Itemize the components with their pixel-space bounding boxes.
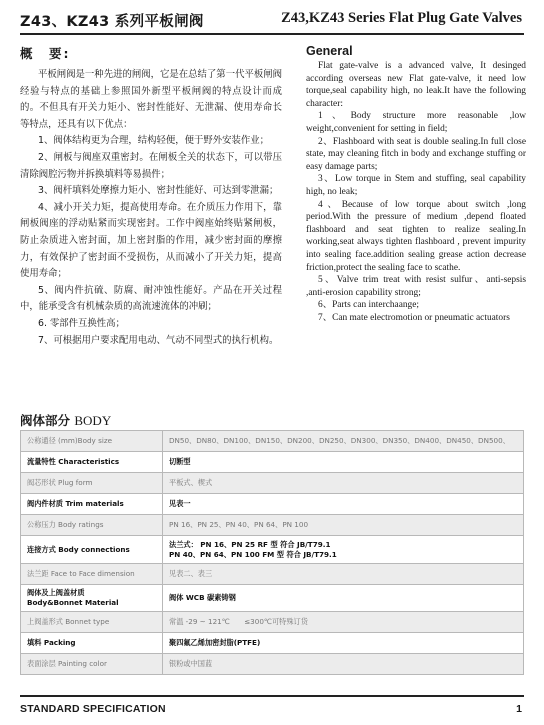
table-row <box>21 612 524 633</box>
overview-chinese-column <box>20 44 282 349</box>
overview-english-column <box>306 44 526 324</box>
table-cell-label: 公称压力 Body ratings <box>21 515 163 536</box>
overview-paragraph: 4、减小开关力矩，提高使用寿命。在介质压力作用下，靠闸板阀座的浮动贴紧而实现密封。工作中阀座始终贴紧闸板，防止杂质进入密封面，加上密封脂的作用，减少密封面的摩擦力，有效保护了密封面不受损伤，从而减小了开关力矩，提高使用寿命； <box>20 201 282 280</box>
header-rule <box>20 33 524 35</box>
table-cell-value: DN50、DN80、DN100、DN150、DN200、DN250、DN300、DN350、DN400、DN450、DN500、 <box>163 431 524 452</box>
page-number: 1 <box>516 703 522 715</box>
overview-paragraph: 6、Parts can interchaange; <box>318 300 420 311</box>
overview-paragraph: 平板闸阀是一种先进的闸阀，它是在总结了第一代平板闸阀经验与特点的基础上参照国外新型平板闸阀的特点设计而成的。不但具有开关力矩小、密封性能好、无泄漏、使用寿命长等特点，还具有以下优点： <box>20 69 282 130</box>
title-chinese: Z43、KZ43 系列平板闸阀 <box>20 14 204 30</box>
table-row <box>21 536 524 564</box>
overview-paragraph: 2、闸板与阀座双重密封。在闸板全关的状态下，可以带压清除阀腔污物并拆换填料等易损件； <box>20 151 282 180</box>
table-row <box>21 473 524 494</box>
table-cell-value: 法兰式： PN 16、PN 25 RF 型 符合 JB/T79.1 PN 40、PN 64、PN 100 FM 型 符合 JB/T79.1 <box>163 536 524 564</box>
table-row <box>21 431 524 452</box>
overview-paragraph: 3、Low torque in Stem and stuffing, seal capability high, no leak; <box>306 174 526 197</box>
table-row <box>21 494 524 515</box>
overview-paragraph: 4、Because of low torque about switch ,long period.With the pressure of medium ,depend floated flashboard and seat tighten to realize sealing.In working,seat always tighten flashboard , prevent impurity into sealing face.addition sealing grease action decrease friction,protect the sealing face to scathe. <box>306 199 526 273</box>
table-cell-value: 平板式、楔式 <box>163 473 524 494</box>
footer-rule <box>20 695 524 697</box>
table-cell-value: 阀体 WCB 碳素铸钢 <box>163 585 524 612</box>
table-cell-value: 见表二、表三 <box>163 564 524 585</box>
overview-paragraph: 5、阀内件抗硫、防腐、耐冲蚀性能好。产品在开关过程中，能承受含有机械杂质的高流速流体的冲刷； <box>20 284 282 313</box>
table-cell-label: 连接方式 Body connections <box>21 536 163 564</box>
body-section-heading <box>20 411 111 429</box>
overview-heading-english: General <box>306 44 353 58</box>
overview-paragraph: 3、阀杆填料处摩擦力矩小、密封性能好、可达到零泄漏； <box>38 185 279 197</box>
table-row <box>21 654 524 675</box>
overview-paragraph: 5、Valve trim treat with resist sulfur、anti-sepsis ,anti-erosion capability strong; <box>306 275 526 298</box>
table-cell-value: PN 16、PN 25、PN 40、PN 64、PN 100 <box>163 515 524 536</box>
overview-heading-chinese: 概 要: <box>20 46 71 61</box>
footer-label: STANDARD SPECIFICATION <box>20 703 166 715</box>
table-cell-value: 见表一 <box>163 494 524 515</box>
body-spec-table <box>20 430 524 675</box>
table-cell-value: 银粉或中国蓝 <box>163 654 524 675</box>
table-row <box>21 515 524 536</box>
table-cell-label: 填料 Packing <box>21 633 163 654</box>
overview-paragraph: 6. 零部件互换性高； <box>38 317 125 329</box>
overview-paragraph: 7、可根据用户要求配用电动、气动不同型式的执行机构。 <box>38 334 279 346</box>
table-cell-value: 常温 -29 ~ 121℃ ≤300℃可特殊订货 <box>163 612 524 633</box>
table-cell-label: 阀芯形状 Plug form <box>21 473 163 494</box>
overview-paragraph: 1、Body structure more reasonable ,low weight,convenient for setting in field; <box>306 111 526 134</box>
body-heading-english: BODY <box>74 413 112 428</box>
table-cell-value: 切断型 <box>163 452 524 473</box>
title-english: Z43,KZ43 Series Flat Plug Gate Valves <box>281 10 522 26</box>
table-cell-label: 法兰距 Face to Face dimension <box>21 564 163 585</box>
table-row <box>21 452 524 473</box>
overview-paragraph: 7、Can mate electromotion or pneumatic actuators <box>318 312 510 323</box>
overview-paragraph: Flat gate-valve is a advanced valve, It desinged according overseas new Flat gate-valve, it need low torque,seal capability high, no leak.It have the following character: <box>306 61 526 109</box>
table-cell-value: 聚四氟乙烯加密封脂(PTFE) <box>163 633 524 654</box>
table-cell-label: 流量特性 Characteristics <box>21 452 163 473</box>
table-cell-label: 公称通径 (mm)Body size <box>21 431 163 452</box>
table-row <box>21 585 524 612</box>
body-heading-chinese: 阀体部分 <box>20 413 71 428</box>
table-cell-label: 上阀盖形式 Bonnet type <box>21 612 163 633</box>
overview-paragraph: 2、Flashboard with seat is double sealing.In full close state, may cleaning fitch in body and exchange stuffing or easy damage parts; <box>306 136 526 172</box>
page-header <box>0 0 544 34</box>
table-cell-label: 表面涂层 Painting color <box>21 654 163 675</box>
table-cell-label: 阀内件材质 Trim materials <box>21 494 163 515</box>
table-row <box>21 564 524 585</box>
table-row <box>21 633 524 654</box>
overview-paragraph: 1、阀体结构更为合理，结构轻便，便于野外安装作业； <box>38 135 269 147</box>
table-cell-label: 阀体及上阀盖材质 Body&Bonnet Material <box>21 585 163 612</box>
